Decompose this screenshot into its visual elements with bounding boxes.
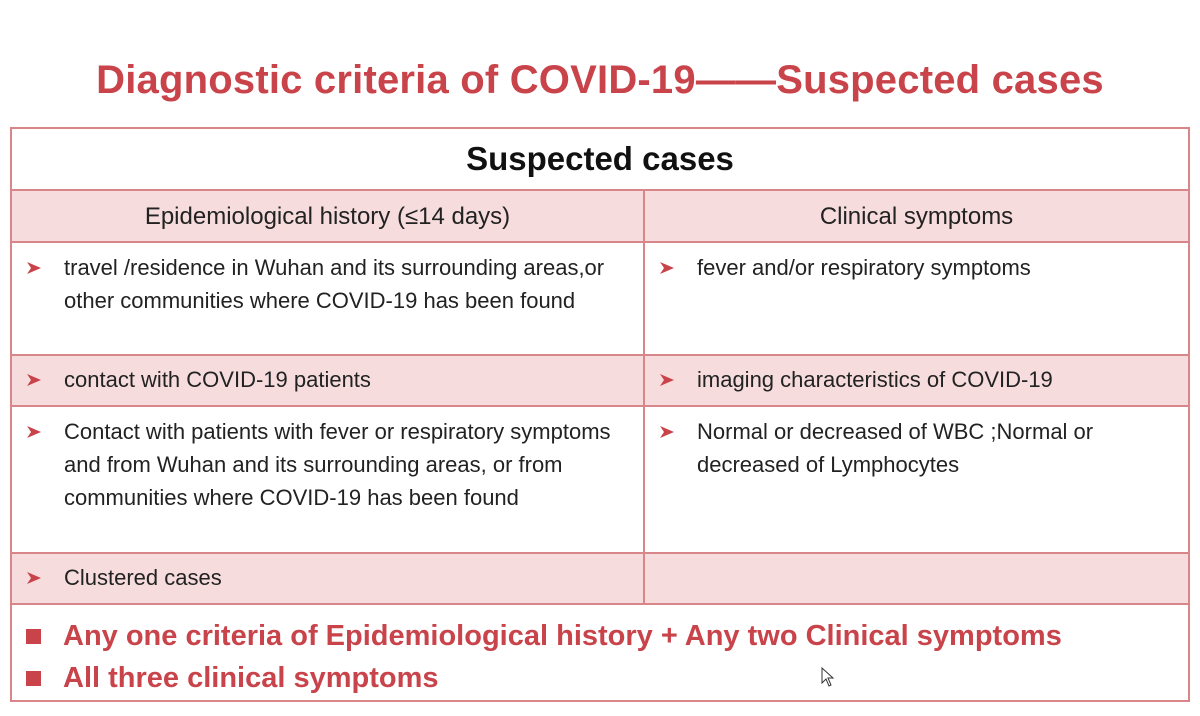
square-bullet-icon — [26, 629, 41, 644]
clinical-text: imaging characteristics of COVID-19 — [697, 367, 1053, 392]
epidemiological-cell — [12, 554, 645, 603]
epidemiological-cell — [12, 407, 645, 552]
arrow-bullet-icon — [659, 251, 677, 284]
epidemiological-text: contact with COVID-19 patients — [64, 367, 371, 392]
arrow-bullet-icon — [26, 561, 44, 594]
table-row — [12, 407, 1188, 554]
criteria-text: Any one criteria of Epidemiological history + Any two Clinical symptoms — [63, 619, 1062, 652]
table-row — [12, 243, 1188, 356]
arrow-bullet-icon — [26, 363, 44, 396]
clinical-cell — [645, 243, 1188, 354]
epidemiological-text: Clustered cases — [64, 565, 222, 590]
epidemiological-cell — [12, 356, 645, 405]
clinical-text: Normal or decreased of WBC ;Normal or decreased of Lymphocytes — [697, 419, 1094, 477]
column-header-clinical: Clinical symptoms — [819, 202, 1014, 230]
table-row — [12, 554, 1188, 605]
criteria-item — [12, 617, 1188, 655]
arrow-bullet-icon — [26, 415, 44, 448]
suspected-cases-table — [10, 127, 1190, 702]
clinical-cell-empty — [645, 554, 1188, 603]
clinical-cell — [645, 407, 1188, 552]
epidemiological-text: travel /residence in Wuhan and its surrounding areas,or other communities where COVID-19 has been found — [64, 255, 605, 313]
clinical-cell — [645, 356, 1188, 405]
table-header: Suspected cases — [12, 129, 1188, 191]
arrow-bullet-icon — [26, 251, 44, 284]
square-bullet-icon — [26, 671, 41, 686]
epidemiological-text: Contact with patients with fever or respiratory symptoms and from Wuhan and its surrounding areas, or from communities where COVID-19 has been found — [64, 419, 611, 510]
epidemiological-cell — [12, 243, 645, 354]
arrow-bullet-icon — [659, 363, 677, 396]
criteria-item — [12, 659, 1188, 697]
table-row — [12, 356, 1188, 407]
column-header-epidemiological: Epidemiological history (≤14 days) — [12, 191, 645, 241]
criteria-text: All three clinical symptoms — [63, 661, 439, 694]
column-header-row — [12, 191, 1188, 243]
slide-title: Diagnostic criteria of COVID-19——Suspected cases — [96, 58, 1104, 102]
arrow-bullet-icon — [659, 415, 677, 448]
clinical-text: fever and/or respiratory symptoms — [697, 255, 1031, 280]
mouse-pointer-icon — [821, 667, 835, 687]
